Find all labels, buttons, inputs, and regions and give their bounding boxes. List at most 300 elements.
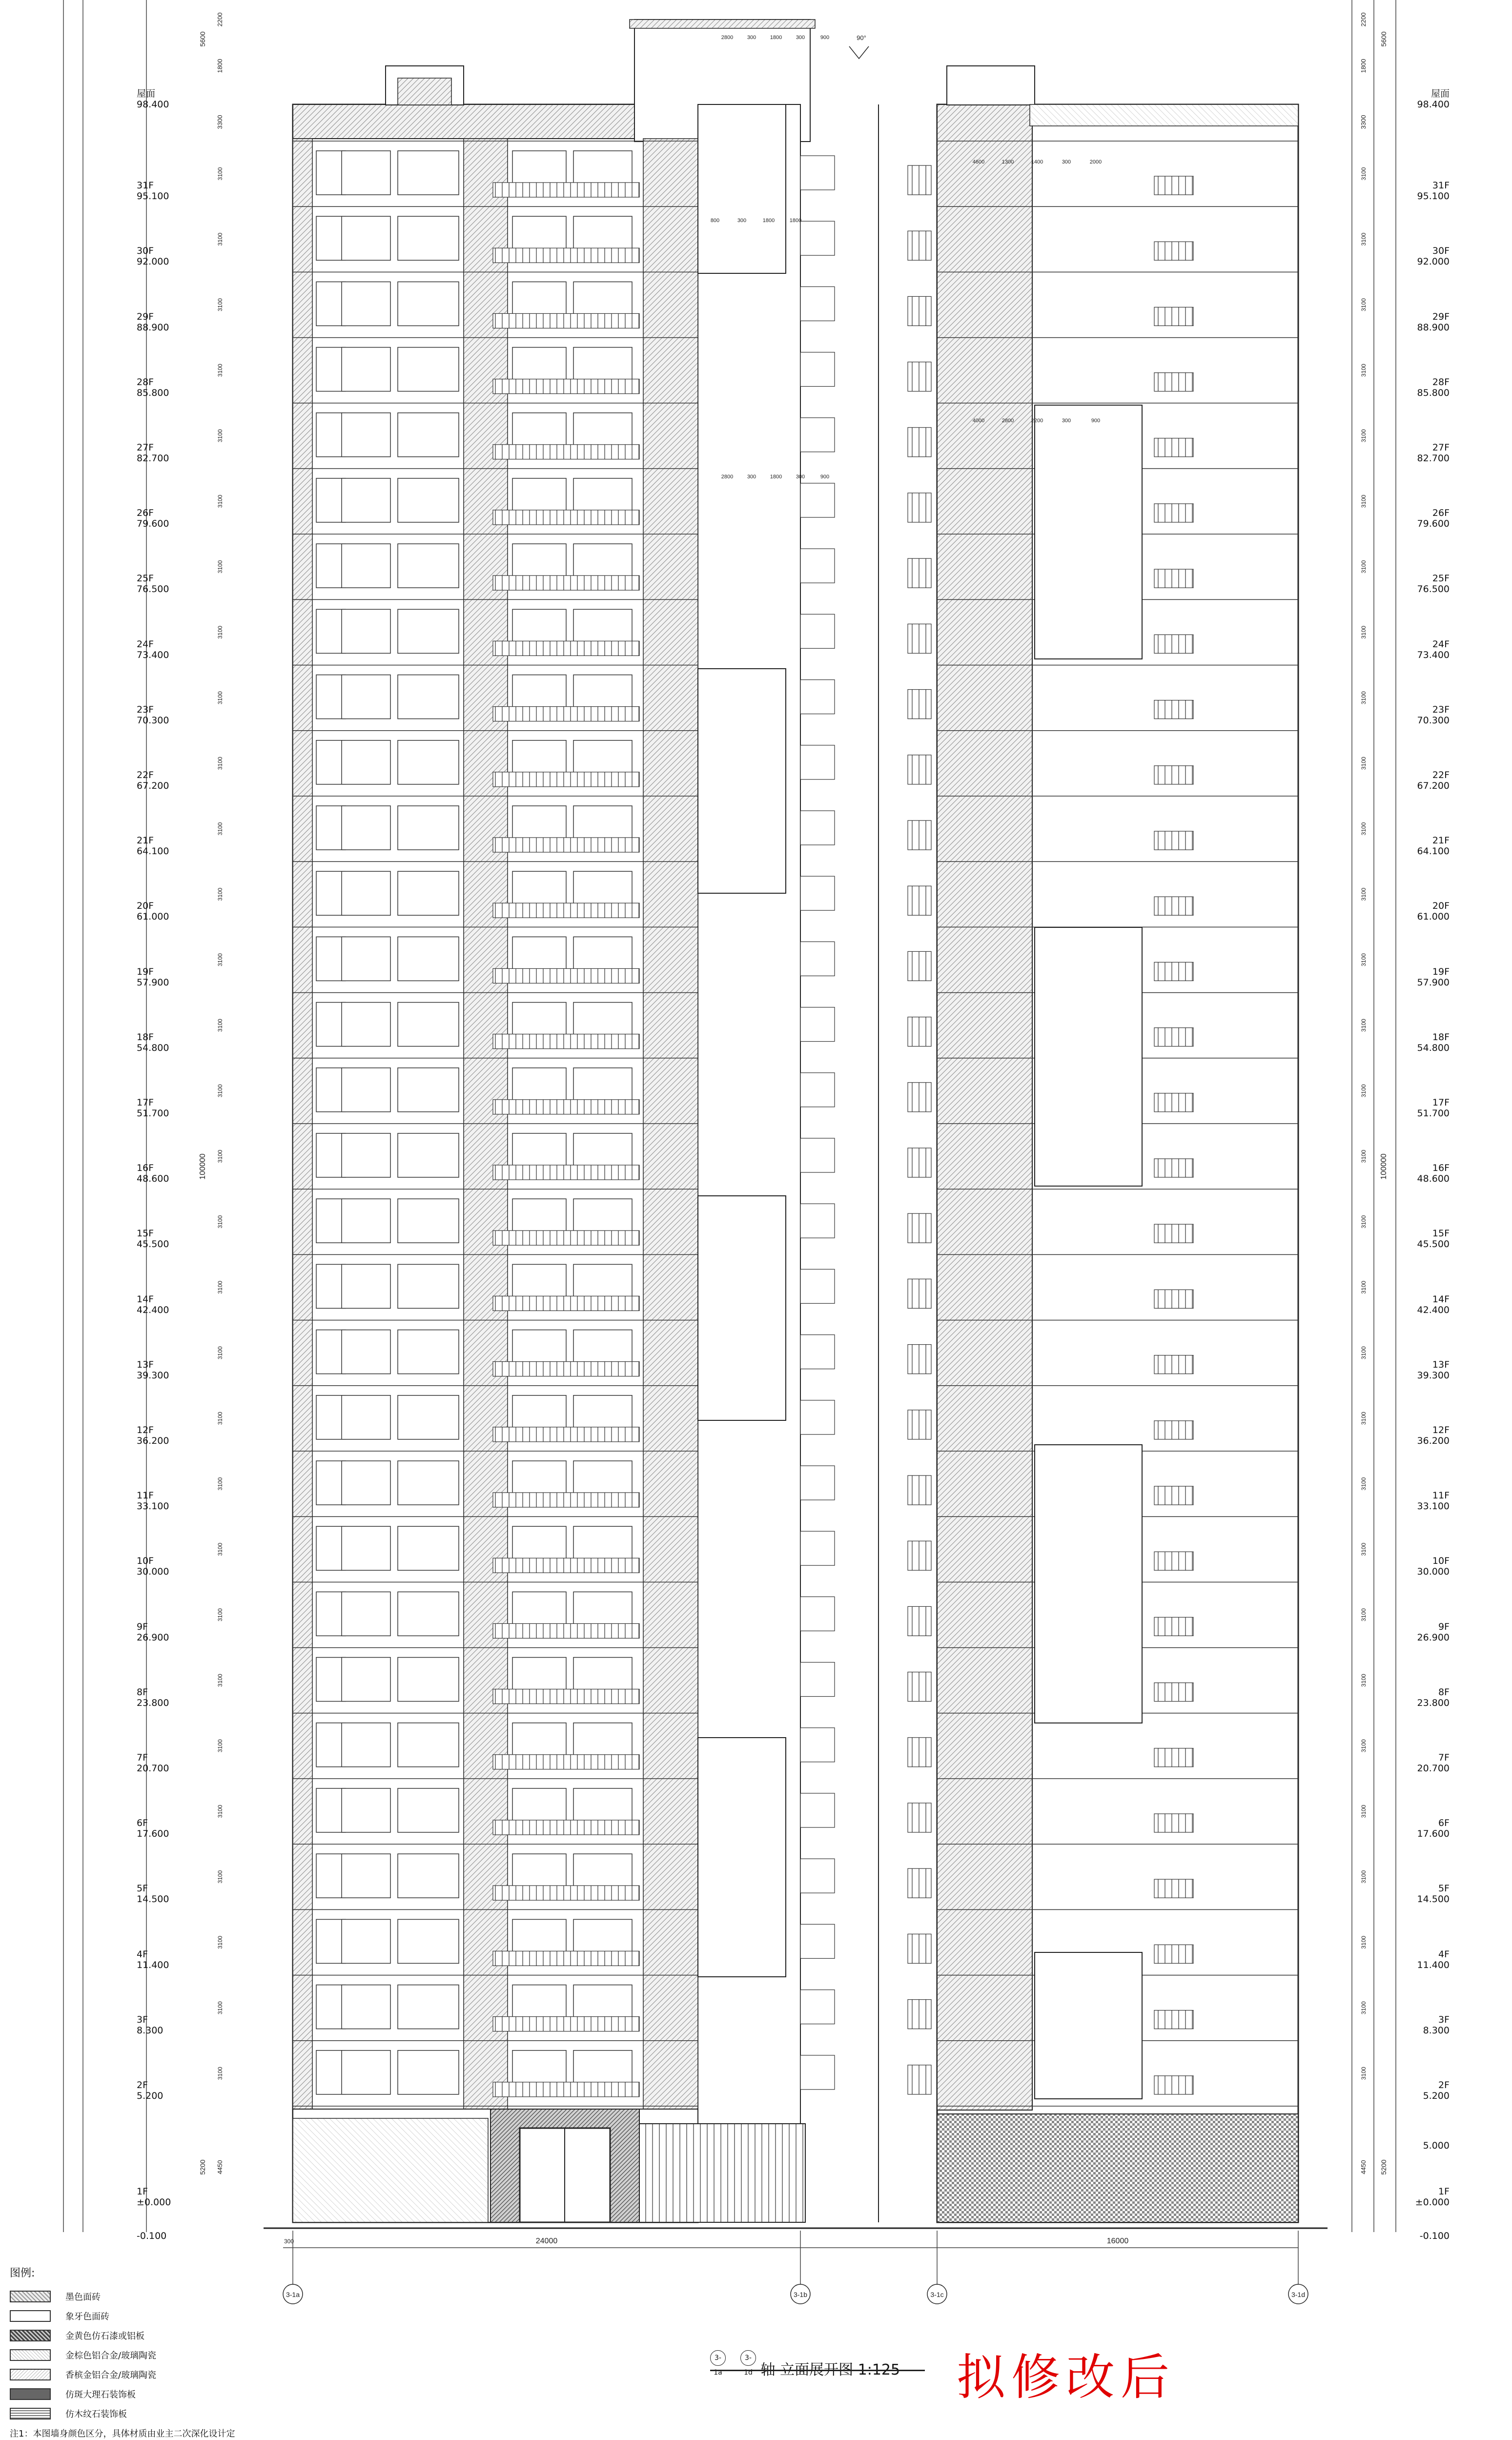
- balcony-railing-right: [1154, 1159, 1193, 1177]
- window-left: [342, 151, 390, 195]
- floor-elevation: 88.900: [137, 322, 169, 333]
- balcony-railing-right: [1154, 307, 1193, 326]
- window-left: [342, 806, 390, 850]
- dim-floor-height-left: 3100: [217, 232, 224, 246]
- window-left: [398, 871, 459, 915]
- ground-minus-elevation: -0.100: [137, 2231, 167, 2241]
- floor-level: 22F: [137, 770, 154, 780]
- axis-circle-start: 3-1a: [710, 2350, 726, 2366]
- floor-label: [1406, 1228, 1450, 1250]
- window-left: [342, 1788, 390, 1832]
- window-left: [398, 1068, 459, 1112]
- window-middle-right: [908, 1803, 931, 1832]
- window-left: [316, 478, 346, 522]
- balcony-railing-right: [1154, 1224, 1193, 1243]
- dim-top-extra-right: 2200: [1360, 12, 1367, 27]
- window-left: [398, 806, 459, 850]
- dim-floor-height-right: 3100: [1360, 1281, 1367, 1294]
- balcony-railing-left: [493, 1689, 639, 1704]
- window-middle-right: [908, 1672, 931, 1702]
- dim-300: 300: [284, 2238, 294, 2245]
- floor-label: [1406, 1752, 1450, 1774]
- dim-right-span: 16000: [1106, 2237, 1129, 2245]
- floor-level: 11F: [1432, 1490, 1450, 1501]
- window-middle-right: [908, 1410, 931, 1439]
- legend-item: [10, 2384, 303, 2404]
- window-left: [398, 1199, 459, 1243]
- window-middle: [800, 1204, 835, 1238]
- window-middle-right: [908, 2000, 931, 2029]
- dim-floor-height-right: 3100: [1360, 691, 1367, 704]
- revision-stamp: 拟修改后: [957, 2349, 1175, 2406]
- balcony-railing-right: [1154, 1814, 1193, 1832]
- window-middle-right: [908, 951, 931, 981]
- window-middle: [800, 1597, 835, 1631]
- window-left: [316, 1003, 346, 1046]
- floor-label: [137, 704, 181, 726]
- strip-dim-a2: 1800: [770, 474, 782, 480]
- dim-floor-height-left: 3100: [217, 1215, 224, 1229]
- strip-dim-a: 2800: [721, 35, 734, 41]
- floor-level: 19F: [137, 966, 154, 977]
- floor-level: 29F: [137, 311, 154, 322]
- dim-total-height-left: 100000: [199, 1153, 207, 1180]
- window-left: [342, 1461, 390, 1505]
- window-left: [398, 544, 459, 588]
- floor-elevation: 54.800: [137, 1042, 169, 1053]
- balcony-railing-left: [493, 1558, 639, 1573]
- floor-elevation: 42.400: [137, 1304, 169, 1315]
- legend-header: 图例:: [10, 2267, 35, 2279]
- floor-elevation: 20.700: [1417, 1763, 1450, 1774]
- floor-label: [1406, 1883, 1450, 1905]
- strip-dim-a: 900: [820, 35, 830, 41]
- floor-label: [1406, 180, 1450, 202]
- balcony-railing-right: [1154, 2010, 1193, 2029]
- floor-elevation: 45.500: [137, 1239, 169, 1250]
- floor-elevation: 82.700: [1417, 453, 1450, 464]
- floor-label: [137, 2186, 181, 2208]
- floor-label: [1406, 377, 1450, 398]
- balcony-railing-left: [493, 968, 639, 983]
- window-left: [316, 1330, 346, 1374]
- floor-label: [137, 442, 181, 464]
- window-middle-right: [908, 362, 931, 391]
- dim-top-total-right: 5600: [1380, 31, 1388, 47]
- window-middle-right: [908, 1541, 931, 1570]
- dim-floor-height-right: 3100: [1360, 232, 1367, 246]
- window-left: [398, 1788, 459, 1832]
- window-left: [316, 1264, 346, 1308]
- window-left: [398, 1854, 459, 1898]
- legend-swatch: [10, 2349, 51, 2361]
- window-left: [398, 1592, 459, 1636]
- strip-dim-c: 2000: [1089, 159, 1102, 165]
- window-middle: [800, 156, 835, 190]
- balcony-railing-left: [493, 1493, 639, 1507]
- balcony-railing-left: [493, 510, 639, 525]
- window-middle: [800, 1466, 835, 1500]
- window-middle-right: [908, 1934, 931, 1963]
- dim-left-span: 24000: [535, 2237, 558, 2245]
- dim-floor-height-right: 3100: [1360, 757, 1367, 770]
- window-left: [316, 282, 346, 326]
- floor-elevation: 95.100: [137, 191, 169, 202]
- dim-floor-height-left: 3100: [217, 1542, 224, 1556]
- dim-floor-height-right: 3100: [1360, 1346, 1367, 1359]
- floor-level: 16F: [137, 1163, 154, 1174]
- window-middle-right: [908, 558, 931, 588]
- floor-elevation: 5.200: [1423, 2091, 1450, 2101]
- floor-label: [137, 1228, 181, 1250]
- window-middle-right: [908, 1738, 931, 1767]
- floor-label: [1406, 442, 1450, 464]
- floor-level: 8F: [1438, 1686, 1450, 1698]
- window-left: [342, 1723, 390, 1767]
- window-left: [398, 478, 459, 522]
- floor-label: [137, 1359, 181, 1381]
- window-left: [316, 151, 346, 195]
- window-left: [342, 544, 390, 588]
- floor-label: [137, 1097, 181, 1119]
- floor-level: 10F: [1432, 1556, 1450, 1567]
- dim-floor-height-right: 3100: [1360, 626, 1367, 639]
- dim-floor-height-right: 3100: [1360, 2001, 1367, 2014]
- window-left: [398, 609, 459, 653]
- window-left: [398, 1264, 459, 1308]
- floor-label: [1406, 1556, 1450, 1577]
- floor-label: [1406, 1294, 1450, 1315]
- window-left: [398, 282, 459, 326]
- floor-label: [1406, 1163, 1450, 1184]
- ground-minus-elevation: -0.100: [1419, 2231, 1450, 2241]
- floor-label: [1406, 770, 1450, 791]
- window-left: [316, 1461, 346, 1505]
- window-middle-right: [908, 755, 931, 784]
- floor-elevation: 11.400: [137, 1959, 169, 1970]
- balcony-railing-right: [1154, 831, 1193, 850]
- floor-level: 25F: [137, 573, 154, 584]
- axis-label: 3-1b: [793, 2291, 808, 2298]
- window-left: [342, 282, 390, 326]
- window-left: [398, 151, 459, 195]
- dim-floor-height-right: 3100: [1360, 1608, 1367, 1621]
- right-tower-dark-column: [937, 104, 1032, 2110]
- window-left: [316, 1526, 346, 1570]
- window-middle: [800, 614, 835, 648]
- legend: [10, 2265, 303, 2423]
- window-left: [342, 1133, 390, 1177]
- recess-panel: [698, 1196, 786, 1420]
- window-left: [342, 1919, 390, 1963]
- balcony-railing-left: [493, 1820, 639, 1835]
- floor-elevation: 98.400: [1417, 99, 1450, 110]
- floor-label: [1406, 246, 1450, 267]
- drawing-title-scale: 1:125: [858, 2361, 900, 2378]
- balcony-railing-left: [493, 1886, 639, 1900]
- dim-floor-height-left: 3100: [217, 1346, 224, 1359]
- balcony-railing-right: [1154, 569, 1193, 588]
- dim-floor-height-right: 3100: [1360, 429, 1367, 443]
- floor-label: [137, 639, 181, 660]
- window-left: [398, 740, 459, 784]
- strip-dim-b: 1800: [789, 218, 802, 224]
- legend-label: 仿木纹石装饰板: [65, 2409, 127, 2419]
- floor-label: [1406, 1097, 1450, 1119]
- floor-elevation: 73.400: [1417, 649, 1450, 660]
- floor-label: [1406, 1359, 1450, 1381]
- dim-floor-height-left: 3100: [217, 1281, 224, 1294]
- strip-dim-b: 800: [710, 218, 720, 224]
- balcony-railing-left: [493, 772, 639, 787]
- dim-floor-height-left: 3100: [217, 364, 224, 377]
- window-left: [316, 937, 346, 981]
- floor-elevation: 30.000: [137, 1566, 169, 1578]
- floor-level: 27F: [137, 442, 154, 453]
- window-left: [342, 2050, 390, 2094]
- balcony-railing-left: [493, 838, 639, 852]
- balcony-railing-left: [493, 1951, 639, 1966]
- window-middle-right: [908, 886, 931, 915]
- floor-level: 屋面: [137, 88, 156, 99]
- window-left: [398, 1133, 459, 1177]
- dim-floor-height-right: 3100: [1360, 1215, 1367, 1229]
- dim-ground-inner-right: 4450: [1360, 2160, 1367, 2174]
- floor-label: [1406, 966, 1450, 988]
- balcony-railing-left: [493, 313, 639, 328]
- dim-floor-height-right: 3100: [1360, 1149, 1367, 1163]
- floor-elevation: 30.000: [1417, 1566, 1450, 1578]
- floor-elevation: 23.800: [137, 1697, 169, 1708]
- dim-floor-height-right: 3100: [1360, 953, 1367, 966]
- window-middle: [800, 1924, 835, 1958]
- floor-label: [137, 311, 181, 333]
- window-left: [342, 1003, 390, 1046]
- window-middle: [800, 483, 835, 517]
- floor-elevation: 98.400: [137, 99, 169, 110]
- legend-item: [10, 2287, 303, 2306]
- floor-level: 23F: [137, 704, 154, 715]
- window-left: [316, 1788, 346, 1832]
- window-middle: [800, 680, 835, 714]
- floor-level: 1F: [137, 2186, 148, 2197]
- floor-label: [1406, 1621, 1450, 1643]
- window-middle-right: [908, 1017, 931, 1046]
- floor-label: [137, 835, 181, 857]
- window-left: [342, 348, 390, 391]
- window-left: [398, 937, 459, 981]
- window-left: [398, 1526, 459, 1570]
- window-middle-right: [908, 296, 931, 326]
- floor-level: 屋面: [1430, 88, 1450, 99]
- window-middle-right: [908, 690, 931, 719]
- floor-level: 19F: [1432, 966, 1450, 977]
- floor-elevation: 54.800: [1417, 1042, 1450, 1053]
- floor-level: 31F: [137, 180, 154, 191]
- window-left: [398, 348, 459, 391]
- balcony-railing-left: [493, 1100, 639, 1114]
- window-left: [316, 2050, 346, 2094]
- floor-elevation: 85.800: [1417, 387, 1450, 398]
- window-left: [398, 1461, 459, 1505]
- right-recess-panel: [1035, 1952, 1142, 2099]
- dim-floor-height-left: 3100: [217, 691, 224, 704]
- window-left: [342, 216, 390, 260]
- dim-floor-height-right: 3100: [1360, 560, 1367, 574]
- strip-dim-d: 300: [1062, 418, 1071, 424]
- floor-elevation: 67.200: [137, 780, 169, 791]
- window-left: [316, 675, 346, 719]
- window-left: [316, 1068, 346, 1112]
- strip-dim-a2: 300: [747, 474, 756, 480]
- balcony-railing-left: [493, 1034, 639, 1049]
- window-middle-right: [908, 165, 931, 195]
- strip-dim-a2: 300: [796, 474, 805, 480]
- floor-level: 15F: [137, 1228, 154, 1239]
- floor-label: [1406, 2080, 1450, 2101]
- balcony-railing-right: [1154, 1748, 1193, 1767]
- window-middle-right: [908, 1868, 931, 1898]
- floor-level: 15F: [1432, 1228, 1450, 1239]
- window-left: [342, 937, 390, 981]
- legend-item: [10, 2306, 303, 2326]
- floor-label: [137, 1752, 181, 1774]
- floor-level: 17F: [1432, 1097, 1450, 1108]
- window-left: [342, 1658, 390, 1702]
- window-middle: [800, 1138, 835, 1172]
- window-middle: [800, 287, 835, 321]
- dim-floor-height-left: 3100: [217, 1412, 224, 1425]
- dim-floor-height-right: 3100: [1360, 494, 1367, 508]
- window-middle: [800, 1007, 835, 1042]
- dim-floor-height-left: 3100: [217, 1804, 224, 1818]
- floor-level: 14F: [137, 1293, 154, 1305]
- floor-label: [137, 1490, 181, 1512]
- floor-level: 12F: [137, 1425, 154, 1435]
- balcony-railing-right: [1154, 635, 1193, 653]
- floor-label: [1406, 1032, 1450, 1053]
- floor-label: [137, 1294, 181, 1315]
- recess-panel: [698, 104, 786, 273]
- window-left: [342, 609, 390, 653]
- window-left: [316, 1854, 346, 1898]
- window-middle: [800, 745, 835, 779]
- balcony-railing-right: [1154, 1028, 1193, 1046]
- floor-level: 28F: [137, 376, 154, 388]
- floor-label: [1406, 901, 1450, 922]
- balcony-railing-left: [493, 1362, 639, 1376]
- floor-label: [137, 88, 181, 110]
- floor-elevation: 57.900: [1417, 977, 1450, 988]
- window-left: [398, 1985, 459, 2029]
- roof-structure-right: [947, 66, 1035, 105]
- floor-elevation: 82.700: [137, 453, 169, 464]
- window-left: [342, 1592, 390, 1636]
- legend-swatch: [10, 2369, 51, 2380]
- window-left: [316, 544, 346, 588]
- strip-dim-d: 4000: [972, 418, 985, 424]
- floor-elevation: 88.900: [1417, 322, 1450, 333]
- floor-elevation: 42.400: [1417, 1304, 1450, 1315]
- floor-level: 3F: [137, 2014, 148, 2025]
- window-left: [342, 478, 390, 522]
- dim-floor-height-left: 3100: [217, 1674, 224, 1687]
- floor-elevation: 14.500: [137, 1894, 169, 1905]
- dim-floor-height-right: 3100: [1360, 1542, 1367, 1556]
- floor-level: 10F: [137, 1556, 154, 1567]
- right-extra-elevation: 5.000: [1423, 2140, 1450, 2151]
- window-middle: [800, 1728, 835, 1762]
- window-left: [398, 2050, 459, 2094]
- window-left: [316, 1658, 346, 1702]
- dim-ground-right: 5200: [1380, 2159, 1388, 2175]
- window-middle: [800, 942, 835, 976]
- strip-dim-a: 300: [796, 35, 805, 41]
- floor-label: [137, 180, 181, 202]
- legend-item: [10, 2345, 303, 2365]
- window-middle-right: [908, 1213, 931, 1243]
- balcony-railing-right: [1154, 242, 1193, 260]
- floor-level: 7F: [137, 1752, 148, 1763]
- floor-elevation: 61.000: [1417, 911, 1450, 923]
- floor-level: 4F: [137, 1948, 148, 1960]
- strip-dim-a: 1800: [770, 35, 782, 41]
- floor-label: [1406, 2014, 1450, 2036]
- dim-floor-height-right: 3100: [1360, 1477, 1367, 1491]
- balcony-railing-left: [493, 1755, 639, 1769]
- floor-label: [137, 1163, 181, 1184]
- floor-level: 11F: [137, 1490, 154, 1501]
- balcony-railing-left: [493, 1230, 639, 1245]
- floor-label: [1406, 88, 1450, 110]
- floor-elevation: 11.400: [1417, 1959, 1450, 1970]
- window-left: [316, 1919, 346, 1963]
- floor-label: [137, 770, 181, 791]
- floor-level: 12F: [1432, 1425, 1450, 1435]
- floor-elevation: 23.800: [1417, 1697, 1450, 1708]
- balcony-railing-right: [1154, 700, 1193, 719]
- window-left: [342, 1854, 390, 1898]
- window-middle: [800, 549, 835, 583]
- legend-label: 金黄色仿石漆或铝板: [65, 2331, 144, 2341]
- dim-floor-height-left: 3100: [217, 953, 224, 966]
- floor-label: [137, 573, 181, 595]
- floor-label: [1406, 1818, 1450, 1839]
- dim-floor-height-left: 3100: [217, 1019, 224, 1032]
- window-left: [316, 413, 346, 457]
- floor-elevation: 95.100: [1417, 191, 1450, 202]
- window-left: [316, 1985, 346, 2029]
- legend-label: 金棕色铝合金/玻璃陶瓷: [65, 2351, 157, 2361]
- dim-floor-height-right: 3100: [1360, 298, 1367, 311]
- floor-level: 26F: [137, 508, 154, 519]
- floor-elevation: 64.100: [1417, 846, 1450, 857]
- dim-floor-height-left: 3100: [217, 2001, 224, 2014]
- floor-elevation: 92.000: [137, 256, 169, 267]
- window-middle-right: [908, 1476, 931, 1505]
- strip-dim-d: 2200: [1031, 418, 1043, 424]
- balcony-railing-left: [493, 183, 639, 197]
- window-middle: [800, 418, 835, 452]
- stair-core-cap: [630, 20, 815, 28]
- dim-top-total-left: 5600: [199, 31, 206, 47]
- window-middle: [800, 1793, 835, 1827]
- floor-elevation: 36.200: [1417, 1435, 1450, 1446]
- dim-floor-height-left: 3100: [217, 1936, 224, 1949]
- window-left: [342, 1068, 390, 1112]
- drawing-title: [710, 2350, 900, 2379]
- dim-floor-height-left: 3100: [217, 822, 224, 836]
